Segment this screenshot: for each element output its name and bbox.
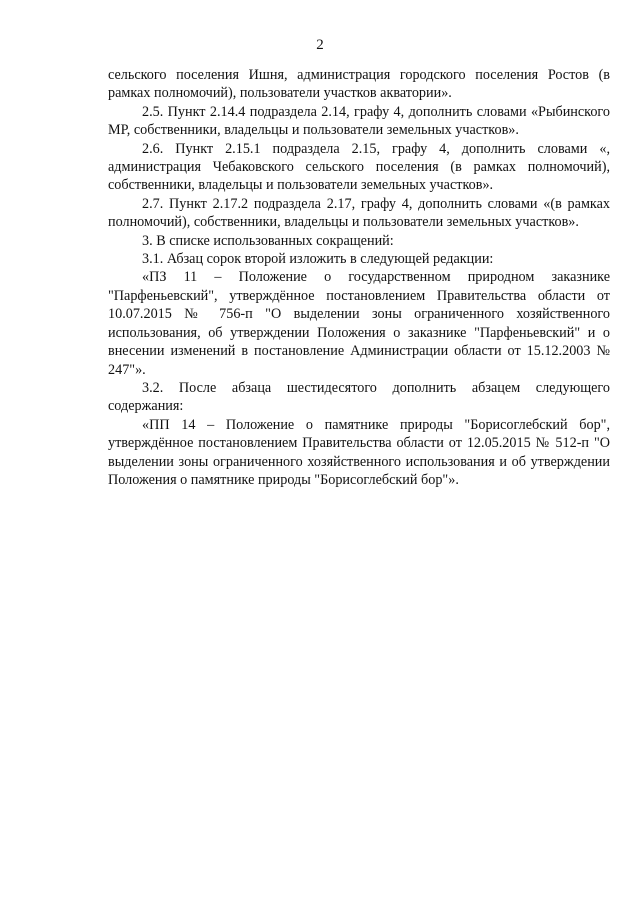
paragraph-quote-pp14: «ПП 14 – Положение о памятнике природы "Борисоглебский бор", утверждённое постановлением Правительства области от 12.05.2015 № 512-п "О выделении зоны ограниченного хозяйственного использования и об утверждении Положения о памятнике природы "Борисоглебский бор"». — [108, 416, 610, 488]
paragraph-item-3: 3. В списке использованных сокращений: — [142, 232, 394, 249]
paragraph-continuation: сельского поселения Ишня, администрация городского поселения Ростов (в рамках полномочий), пользователи участков акватории». — [108, 67, 610, 102]
paragraph-item-3-2: 3.2. После абзаца шестидесятого дополнить абзацем следующего содержания: — [108, 379, 610, 415]
paragraph-quote-pz11: «ПЗ 11 – Положение о государственном природном заказнике "Парфеньевский", утверждённое постановлением Правительства области от 10.07.2015 № 756-п "О выделении зоны ограниченного хозяйственного использования, об утверждении Положения о заказнике "Парфеньевский" и о внесении изменений в постановление Администрации области от 15.12.2003 № 247"». — [108, 269, 610, 378]
paragraph-item-2-7: 2.7. Пункт 2.17.2 подраздела 2.17, графу 4, дополнить словами «(в рамках полномочий), собственники, владельцы и пользователи земельных участков». — [108, 195, 610, 231]
document-body — [108, 66, 610, 489]
paragraph-item-2-5: 2.5. Пункт 2.14.4 подраздела 2.14, графу 4, дополнить словами «Рыбинского МР, собственники, владельцы и пользователи земельных участков». — [108, 103, 610, 139]
paragraph-item-3-1: 3.1. Абзац сорок второй изложить в следующей редакции: — [142, 251, 494, 268]
paragraph-item-2-6: 2.6. Пункт 2.15.1 подраздела 2.15, графу 4, дополнить словами «, администрация Чебаковского сельского поселения (в рамках полномочий), собственники, владельцы и пользователи земельных участков». — [108, 140, 610, 194]
page-number: 2 — [316, 37, 324, 53]
